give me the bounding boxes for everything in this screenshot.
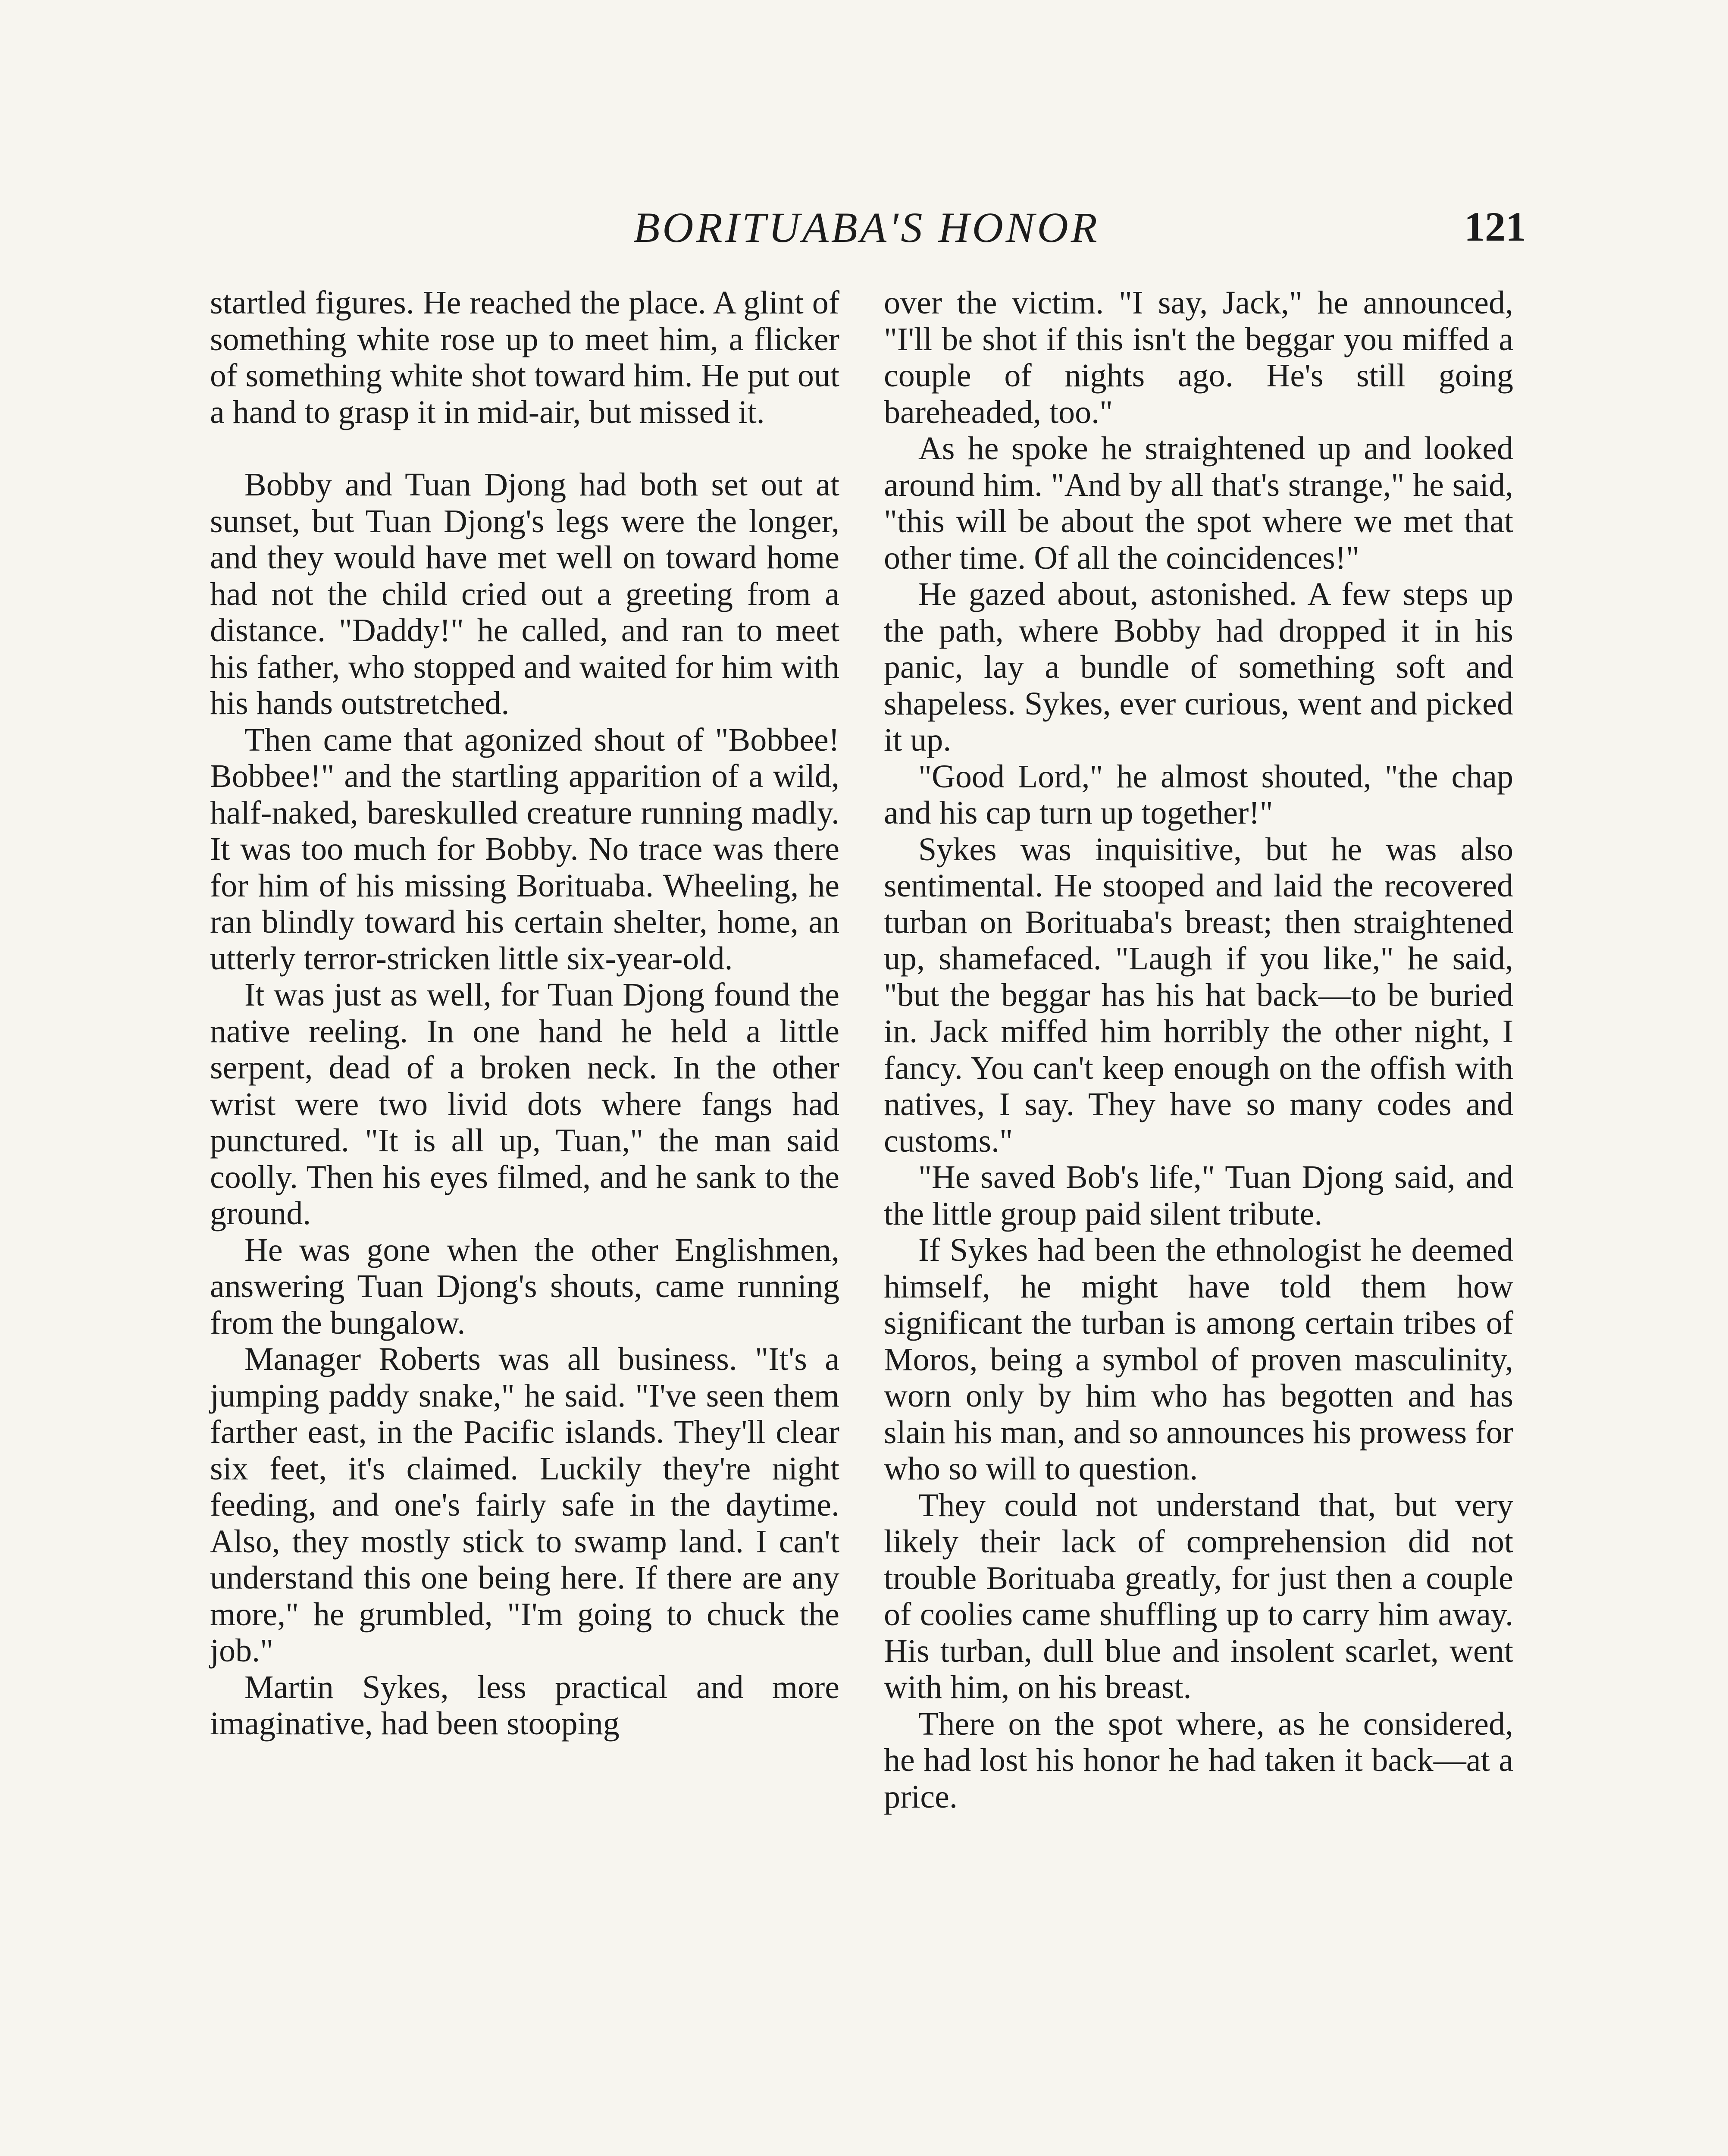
- paragraph: Then came that agonized shout of "Bobbee! Bobbee!" and the startling apparition of a wild, half-naked, bareskulled creature running madly. It was too much for Bobby. No trace was there for him of his missing Borituaba. Wheeling, he ran blindly toward his certain shelter, home, an utterly terror-stricken little six-year-old.: [210, 721, 839, 977]
- paragraph: He was gone when the other Englishmen, answering Tuan Djong's shouts, came running from the bungalow.: [210, 1232, 839, 1341]
- paragraph: As he spoke he straightened up and looked around him. "And by all that's strange," he said, "this will be about the spot where we met that other time. Of all the coincidences!": [884, 430, 1513, 576]
- paragraph: It was just as well, for Tuan Djong found the native reeling. In one hand he held a little serpent, dead of a broken neck. In the other wrist were two livid dots where fangs had punctured. "It is all up, Tuan," the man said coolly. Then his eyes filmed, and he sank to the ground.: [210, 977, 839, 1232]
- paragraph: over the victim. "I say, Jack," he announced, "I'll be shot if this isn't the beggar you miffed a couple of nights ago. He's still going bareheaded, too.": [884, 285, 1513, 430]
- left-column: [210, 285, 839, 1742]
- page-number: 121: [1464, 204, 1526, 250]
- paragraph: Bobby and Tuan Djong had both set out at sunset, but Tuan Djong's legs were the longer, and they would have met well on toward home had not the child cried out a greeting from a distance. "Daddy!" he called, and ran to meet his father, who stopped and waited for him with his hands outstretched.: [210, 467, 839, 721]
- running-header: [207, 203, 1526, 263]
- paragraph: "Good Lord," he almost shouted, "the chap and his cap turn up together!": [884, 758, 1513, 831]
- paragraph: "He saved Bob's life," Tuan Djong said, and the little group paid silent tribute.: [884, 1159, 1513, 1232]
- paragraph: Martin Sykes, less practical and more imaginative, had been stooping: [210, 1669, 839, 1742]
- paragraph: startled figures. He reached the place. A glint of something white rose up to meet him, a flicker of something white shot toward him. He put out a hand to grasp it in mid-air, but missed it.: [210, 285, 839, 430]
- running-title: BORITUABA'S HONOR: [633, 204, 1100, 251]
- paragraph: Sykes was inquisitive, but he was also sentimental. He stooped and laid the recovered turban on Borituaba's breast; then straightened up, shamefaced. "Laugh if you like," he said, "but the beggar has his hat back—to be buried in. Jack miffed him horribly the other night, I fancy. You can't keep enough on the offish with natives, I say. They have so many codes and customs.": [884, 831, 1513, 1159]
- paragraph: He gazed about, astonished. A few steps up the path, where Bobby had dropped it in his panic, lay a bundle of something soft and shapeless. Sykes, ever curious, went and picked it up.: [884, 576, 1513, 758]
- paragraph: They could not understand that, but very likely their lack of comprehension did not trouble Borituaba greatly, for just then a couple of coolies came shuffling up to carry him away. His turban, dull blue and insolent scarlet, went with him, on his breast.: [884, 1487, 1513, 1705]
- paragraph: There on the spot where, as he considered, he had lost his honor he had taken it back—at a price.: [884, 1705, 1513, 1815]
- paragraph: Manager Roberts was all business. "It's a jumping paddy snake," he said. "I've seen them farther east, in the Pacific islands. They'll clear six feet, it's claimed. Luckily they're night feeding, and one's fairly safe in the daytime. Also, they mostly stick to swamp land. I can't understand this one being here. If there are any more," he grumbled, "I'm going to chuck the job.": [210, 1341, 839, 1669]
- right-column: [884, 285, 1513, 1815]
- paragraph: If Sykes had been the ethnologist he deemed himself, he might have told them how significant the turban is among certain tribes of Moros, being a symbol of proven masculinity, worn only by him who has begotten and has slain his man, and so announces his prowess for who so will to question.: [884, 1232, 1513, 1487]
